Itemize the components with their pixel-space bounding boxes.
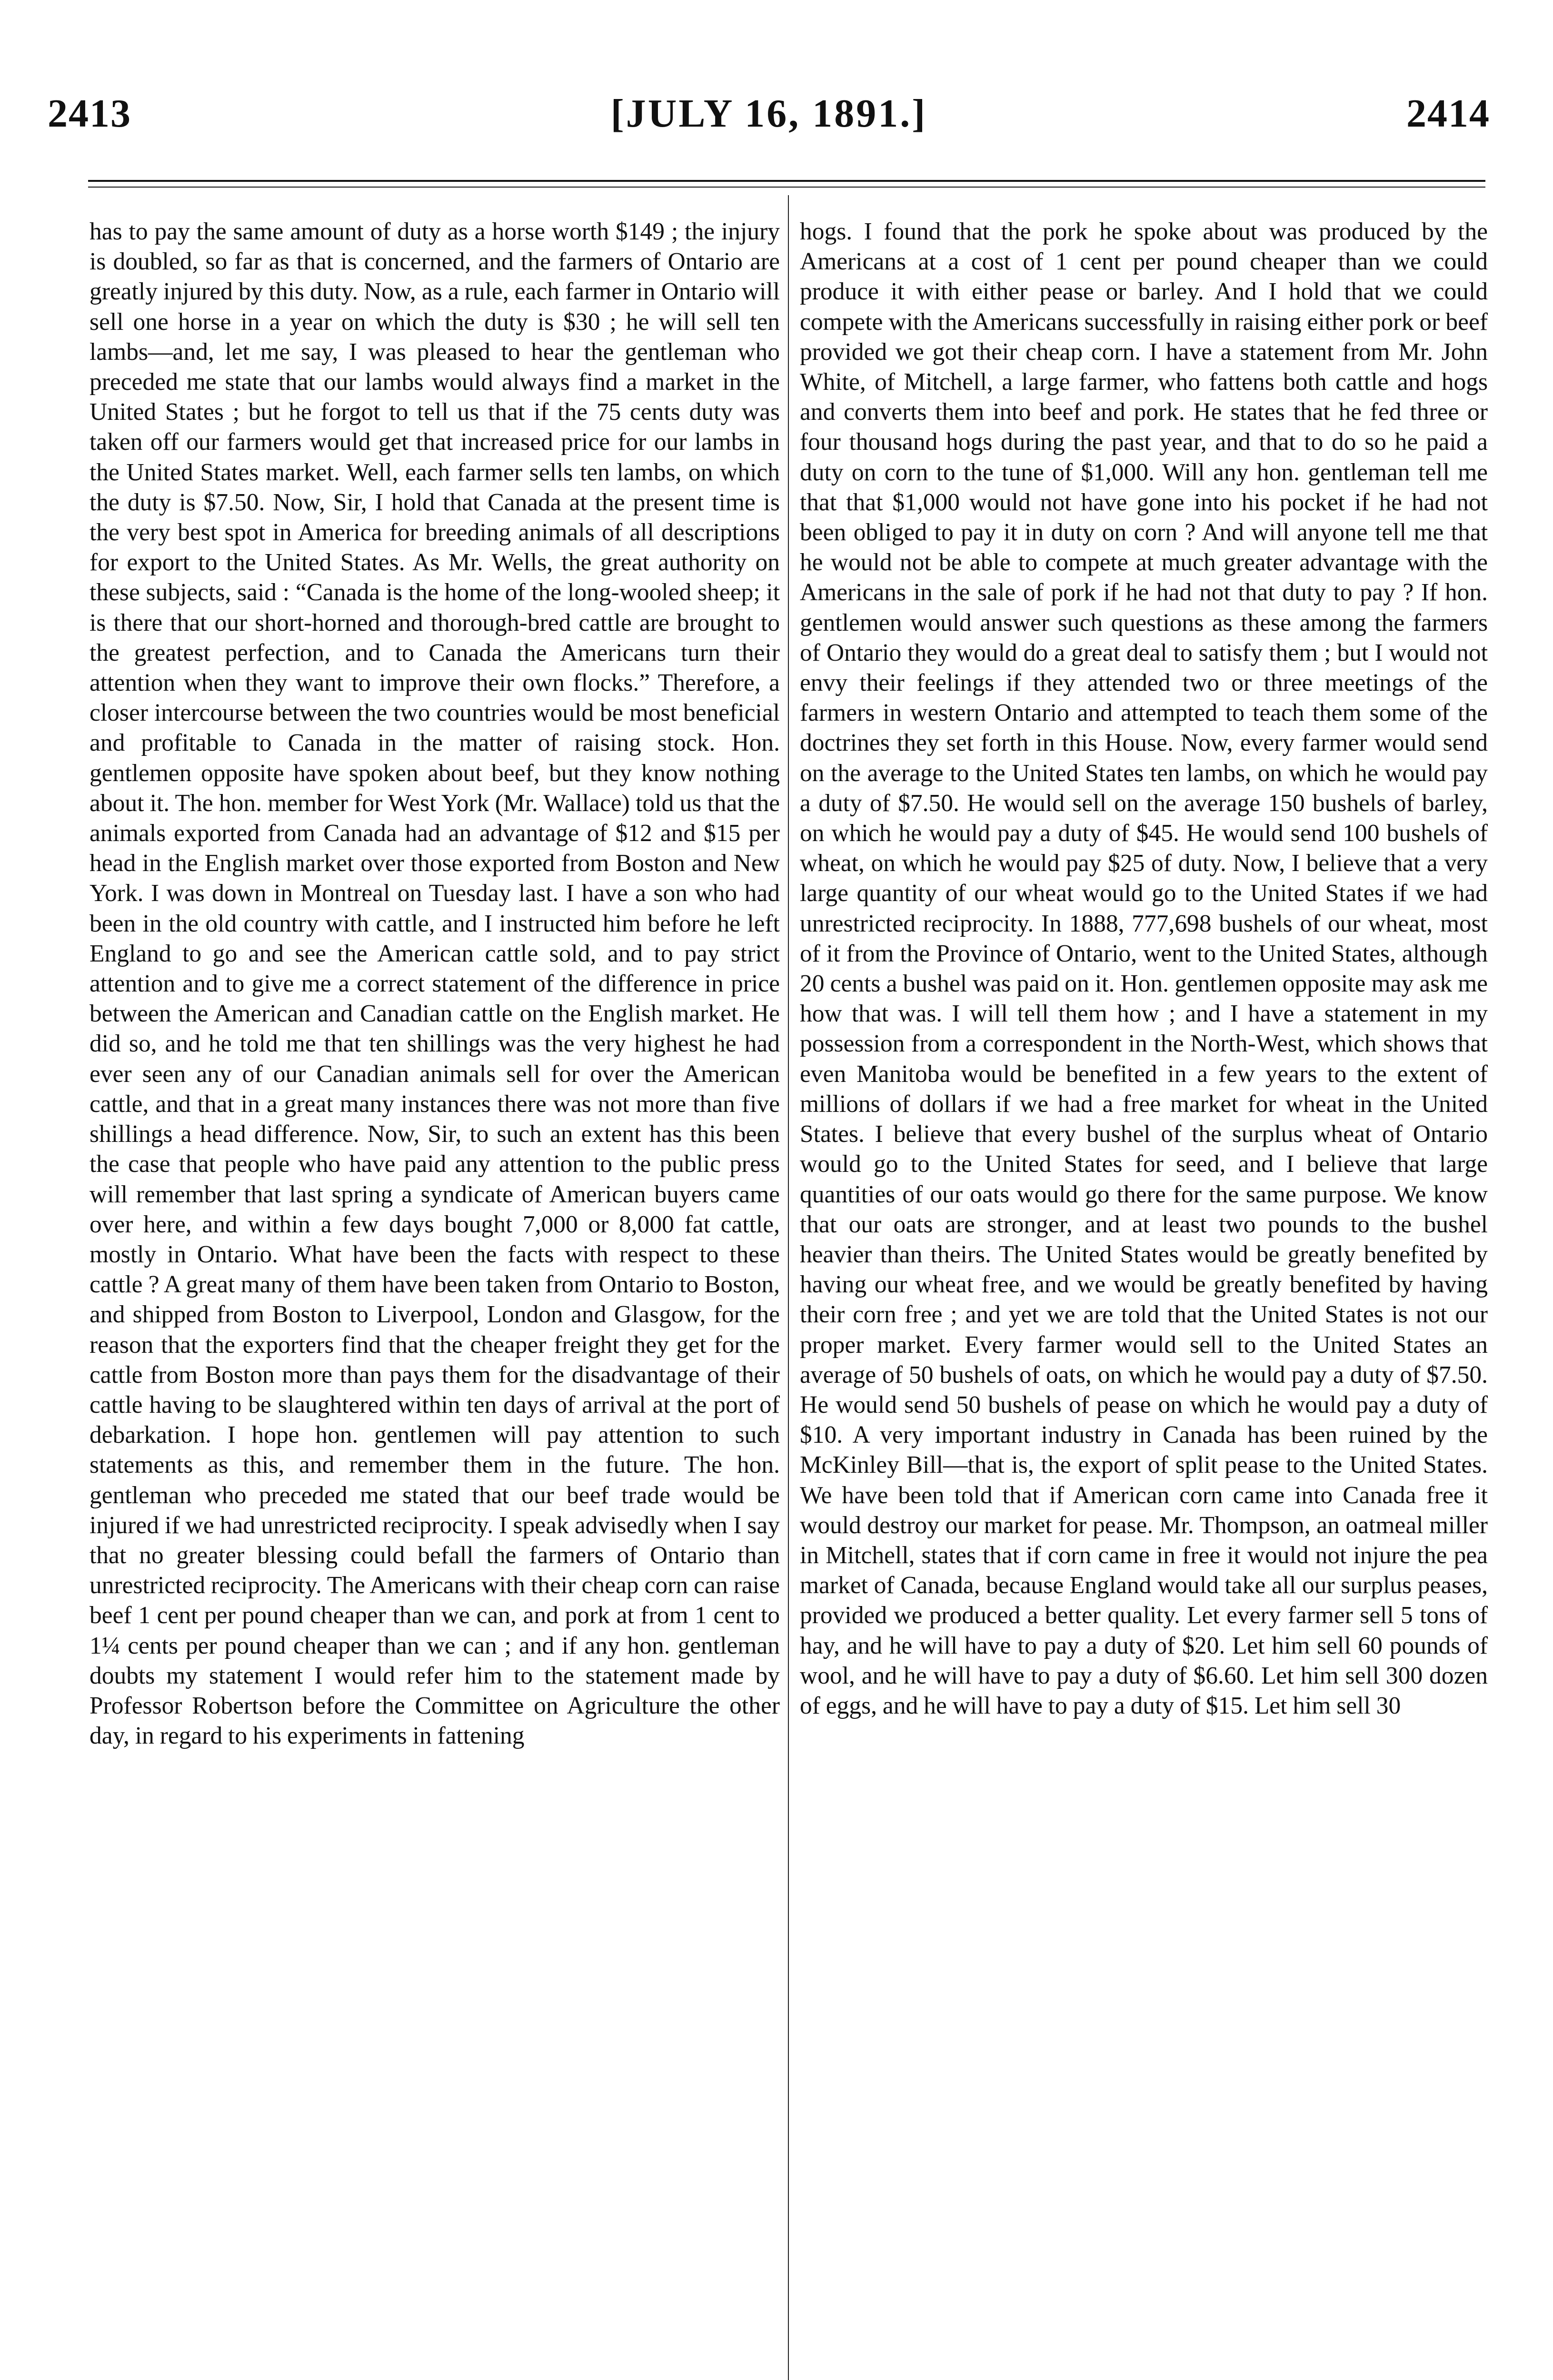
page-number-left: 2413 — [48, 91, 131, 136]
text-column-right — [800, 217, 1488, 2380]
text-column-left — [90, 217, 780, 2380]
column-divider — [788, 195, 789, 2380]
page-date: [JULY 16, 1891.] — [610, 91, 927, 136]
header-rule-thin — [88, 187, 1485, 188]
page-header — [48, 90, 1490, 143]
page-number-right: 2414 — [1406, 91, 1490, 136]
header-rule-thick — [88, 180, 1485, 182]
left-column-text: has to pay the same amount of duty as a horse worth $149 ; the injury is doubled, so far as that is concerned, and the farmers of Ontario are greatly injured by this duty. Now, as a rule, each farmer in Ontario will sell one horse in a year on which the duty is $30 ; he will sell ten lambs—and, let me say, I was pleased to hear the gentleman who preceded me state that our lambs would always find a market in the United States ; but he forgot to tell us that if the 75 cents duty was taken off our farmers would get that increased price for our lambs in the United States market. Well, each farmer sells ten lambs, on which the duty is $7.50. Now, Sir, I hold that Canada at the present time is the very best spot in America for breeding animals of all descriptions for export to the United States. As Mr. Wells, the great authority on these subjects, said : “Canada is the home of the long-wooled sheep; it is there that our short-horned and thorough-bred cattle are brought to the greatest perfection, and to Canada the Americans turn their attention when they want to improve their own flocks.” Therefore, a closer intercourse between the two countries would be most beneficial and profitable to Canada in the matter of raising stock. Hon. gentlemen opposite have spoken about beef, but they know nothing about it. The hon. member for West York (Mr. Wallace) told us that the animals exported from Canada had an advantage of $12 and $15 per head in the English market over those exported from Boston and New York. I was down in Montreal on Tuesday last. I have a son who had been in the old country with cattle, and I instructed him before he left England to go and see the American cattle sold, and to pay strict attention and to give me a correct statement of the difference in price between the American and Canadian cattle on the English market. He did so, and he told me that ten shillings was the very highest he had ever seen any of our Canadian animals sell for over the American cattle, and that in a great many instances there was not more than five shillings a head difference. Now, Sir, to such an extent has this been the case that people who have paid any attention to the public press will remember that last spring a syndicate of American buyers came over here, and within a few days bought 7,000 or 8,000 fat cattle, mostly in Ontario. What have been the facts with respect to these cattle ? A great many of them have been taken from Ontario to Boston, and shipped from Boston to Liverpool, London and Glasgow, for the reason that the exporters find that the cheaper freight they get for the cattle from Boston more than pays them for the disadvantage of their cattle having to be slaughtered within ten days of arrival at the port of debarkation. I hope hon. gentlemen will pay attention to such statements as this, and remember them in the future. The hon. gentleman who preceded me stated that our beef trade would be injured if we had unrestricted reciprocity. I speak advisedly when I say that no greater blessing could befall the farmers of Ontario than unrestricted reciprocity. The Americans with their cheap corn can raise beef 1 cent per pound cheaper than we can, and pork at from 1 cent to 1¼ cents per pound cheaper than we can ; and if any hon. gentleman doubts my statement I would refer him to the statement made by Professor Robertson before the Committee on Agriculture the other day, in regard to his experiments in fattening — [90, 218, 780, 1750]
right-column-text: hogs. I found that the pork he spoke about was produced by the Americans at a cost of 1 cent per pound cheaper than we could produce it with either pease or barley. And I hold that we could compete with the Americans successfully in raising either pork or beef provided we got their cheap corn. I have a statement from Mr. John White, of Mitchell, a large farmer, who fattens both cattle and hogs and converts them into beef and pork. He states that he fed three or four thousand hogs during the past year, and that to do so he paid a duty on corn to the tune of $1,000. Will any hon. gentleman tell me that that $1,000 would not have gone into his pocket if he had not been obliged to pay it in duty on corn ? And will anyone tell me that he would not be able to compete at much greater advantage with the Americans in the sale of pork if he had not that duty to pay ? If hon. gentlemen would answer such questions as these among the farmers of Ontario they would do a great deal to satisfy them ; but I would not envy their feelings if they attended two or three meetings of the farmers in western Ontario and attempted to teach them some of the doctrines they set forth in this House. Now, every farmer would send on the average to the United States ten lambs, on which he would pay a duty of $7.50. He would sell on the average 150 bushels of barley, on which he would pay a duty of $45. He would send 100 bushels of wheat, on which he would pay $25 of duty. Now, I believe that a very large quantity of our wheat would go to the United States if we had unrestricted reciprocity. In 1888, 777,698 bushels of our wheat, most of it from the Province of Ontario, went to the United States, although 20 cents a bushel was paid on it. Hon. gentlemen opposite may ask me how that was. I will tell them how ; and I have a statement in my possession from a correspondent in the North-West, which shows that even Manitoba would be benefited in a few years to the extent of millions of dollars if we had a free market for wheat in the United States. I believe that every bushel of the surplus wheat of Ontario would go to the United States for seed, and I believe that large quantities of our oats would go there for the same purpose. We know that our oats are stronger, and at least two pounds to the bushel heavier than theirs. The United States would be greatly benefited by having our wheat free, and we would be greatly benefited by having their corn free ; and yet we are told that the United States is not our proper market. Every farmer would sell to the United States an average of 50 bushels of oats, on which he would pay a duty of $7.50. He would send 50 bushels of pease on which he would pay a duty of $10. A very important industry in Canada has been ruined by the McKinley Bill—that is, the export of split pease to the United States. We have been told that if American corn came into Canada free it would destroy our market for pease. Mr. Thompson, an oatmeal miller in Mitchell, states that if corn came in free it would not injure the pea market of Canada, because England would take all our surplus peases, provided we produced a better quality. Let every farmer sell 5 tons of hay, and he will have to pay a duty of $20. Let him sell 60 pounds of wool, and he will have to pay a duty of $6.60. Let him sell 300 dozen of eggs, and he will have to pay a duty of $15. Let him sell 30 — [800, 218, 1488, 1719]
